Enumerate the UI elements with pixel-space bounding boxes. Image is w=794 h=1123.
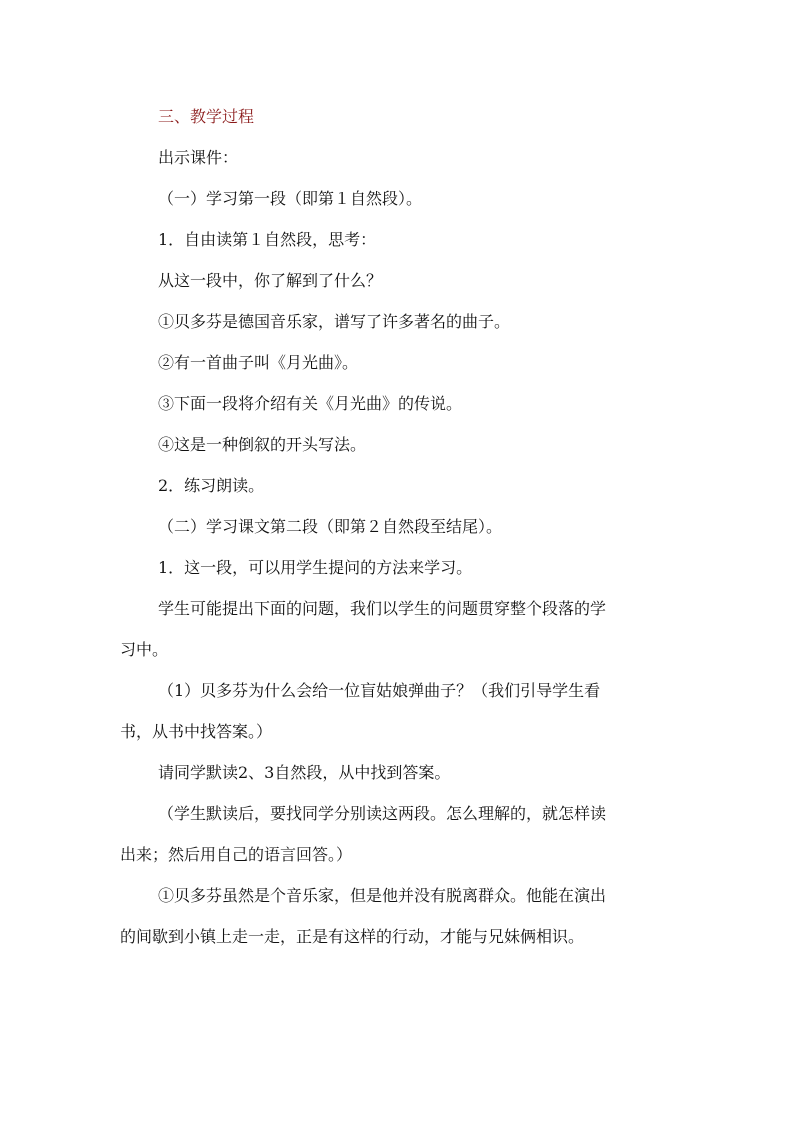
paragraph-line: 书，从书中找答案。） [120, 722, 273, 741]
paragraph-line: ①贝多芬虽然是个音乐家，但是他并没有脱离群众。他能在演出 [158, 886, 607, 905]
text-line: ④这是一种倒叙的开头写法。 [158, 435, 367, 454]
paragraph-line: 出来；然后用自己的语言回答。） [120, 845, 353, 864]
text-line: ②有一首曲子叫《月光曲》。 [158, 353, 359, 372]
text-line: ①贝多芬是德国音乐家，谱写了许多著名的曲子。 [158, 312, 511, 331]
text-line: 从这一段中，你了解到了什么？ [158, 271, 383, 290]
paragraph-line: 请同学默读2、3自然段，从中找到答案。 [158, 763, 451, 782]
paragraph-line: （1）贝多芬为什么会给一位盲姑娘弹曲子？（我们引导学生看 [158, 681, 601, 700]
text-line: （二）学习课文第二段（即第２自然段至结尾）。 [158, 517, 503, 536]
paragraph-line: （学生默读后，要找同学分别读这两段。怎么理解的，就怎样读 [158, 804, 607, 823]
text-line: （一）学习第一段（即第１自然段）。 [158, 189, 423, 208]
text-line: 1．这一段，可以用学生提问的方法来学习。 [158, 558, 473, 577]
paragraph-line: 的间歇到小镇上走一走，正是有这样的行动，才能与兄妹俩相识。 [120, 927, 585, 946]
section-heading: 三、教学过程 [158, 107, 255, 126]
text-line: 2．练习朗读。 [158, 476, 265, 495]
document-body [120, 100, 678, 961]
paragraph-line: 学生可能提出下面的问题，我们以学生的问题贯穿整个段落的学 [158, 599, 607, 618]
text-line: 1．自由读第１自然段，思考： [158, 230, 377, 249]
text-line: 出示课件： [158, 148, 239, 167]
text-line: ③下面一段将介绍有关《月光曲》的传说。 [158, 394, 463, 413]
paragraph-line: 习中。 [120, 640, 169, 659]
